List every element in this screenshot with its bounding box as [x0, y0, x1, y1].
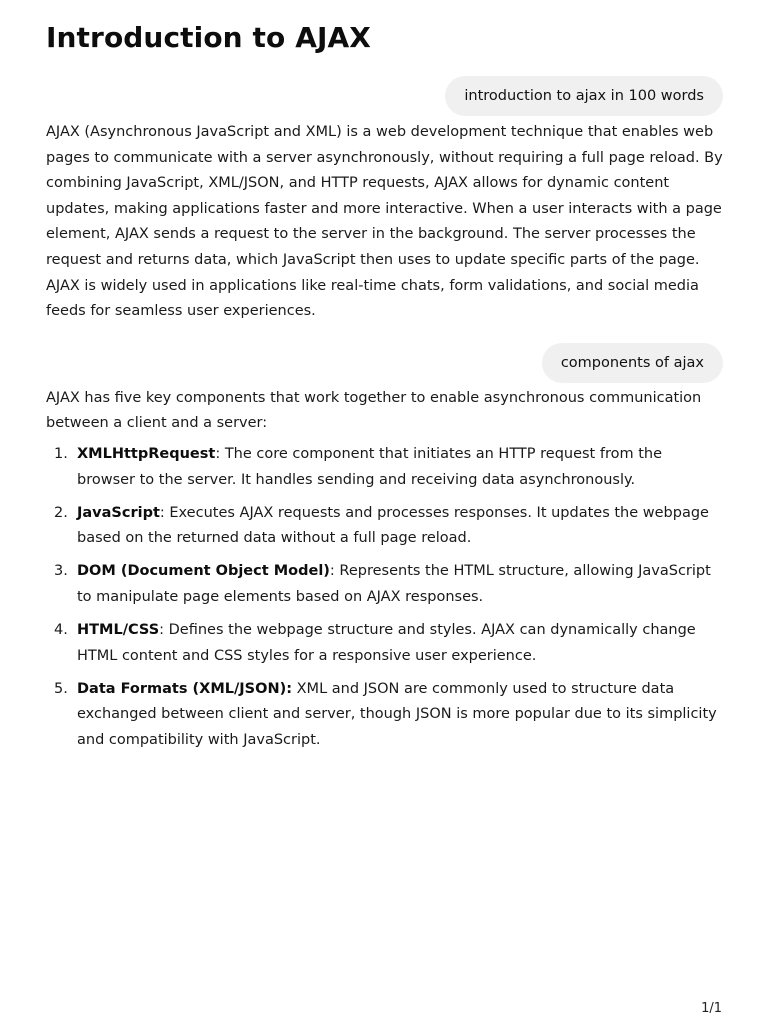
list-item: [54, 618, 723, 669]
response-paragraph: AJAX (Asynchronous JavaScript and XML) is a web development technique that enables web pages to communicate with a server asynchronously, without requiring a full page reload. By combining JavaScript, XML/JSON, and HTTP requests, AJAX allows for dynamic content updates, making applications faster and more interactive. When a user interacts with a page element, AJAX sends a request to the server in the background. The server processes the request and returns data, which JavaScript then uses to update specific parts of the page. AJAX is widely used in applications like real-time chats, form validations, and social media feeds for seamless user experiences.: [46, 124, 723, 320]
list-item: [54, 501, 723, 552]
list-item-term: HTML/CSS: [77, 622, 160, 638]
user-message-bubble: introduction to ajax in 100 words: [445, 76, 723, 116]
list-item: [54, 677, 723, 754]
user-message-bubble: components of ajax: [542, 343, 723, 383]
list-item-number: 2.: [54, 504, 68, 521]
list-item: [54, 559, 723, 610]
list-item-number: 1.: [54, 445, 68, 462]
assistant-response: [46, 120, 723, 325]
list-item-description: XML and JSON are commonly used to structure data exchanged between client and server, though JSON is more popular due to its simplicity and compatibility with JavaScript.: [77, 680, 717, 748]
list-item-description: : Executes AJAX requests and processes responses. It updates the webpage based on the returned data without a full page reload.: [77, 504, 709, 547]
assistant-response: [46, 386, 723, 754]
conversation-document: [46, 0, 723, 761]
components-list: [46, 442, 723, 754]
user-message-row: [46, 343, 723, 383]
list-item-number: 3.: [54, 563, 68, 580]
list-item-number: 4.: [54, 622, 68, 638]
list-item-term: Data Formats (XML/JSON):: [77, 680, 293, 697]
list-item-description: : Defines the webpage structure and styles. AJAX can dynamically change HTML content and CSS styles for a responsive user experience.: [77, 622, 696, 664]
list-item-term: JavaScript: [77, 504, 160, 521]
user-message-row: [46, 76, 723, 116]
response-intro: AJAX has five key components that work together to enable asynchronous communication between a client and a server:: [46, 389, 702, 432]
page-title: Introduction to AJAX: [46, 21, 371, 54]
list-item: [54, 442, 723, 493]
list-item-term: DOM (Document Object Model): [77, 563, 330, 580]
list-item-number: 5.: [54, 680, 68, 697]
list-item-term: XMLHttpRequest: [77, 445, 216, 462]
list-item-description: : Represents the HTML structure, allowing JavaScript to manipulate page elements based on AJAX responses.: [77, 563, 711, 605]
page-number: 1/1: [701, 1001, 722, 1016]
list-item-description: : The core component that initiates an HTTP request from the browser to the server. It handles sending and receiving data asynchronously.: [77, 445, 663, 488]
